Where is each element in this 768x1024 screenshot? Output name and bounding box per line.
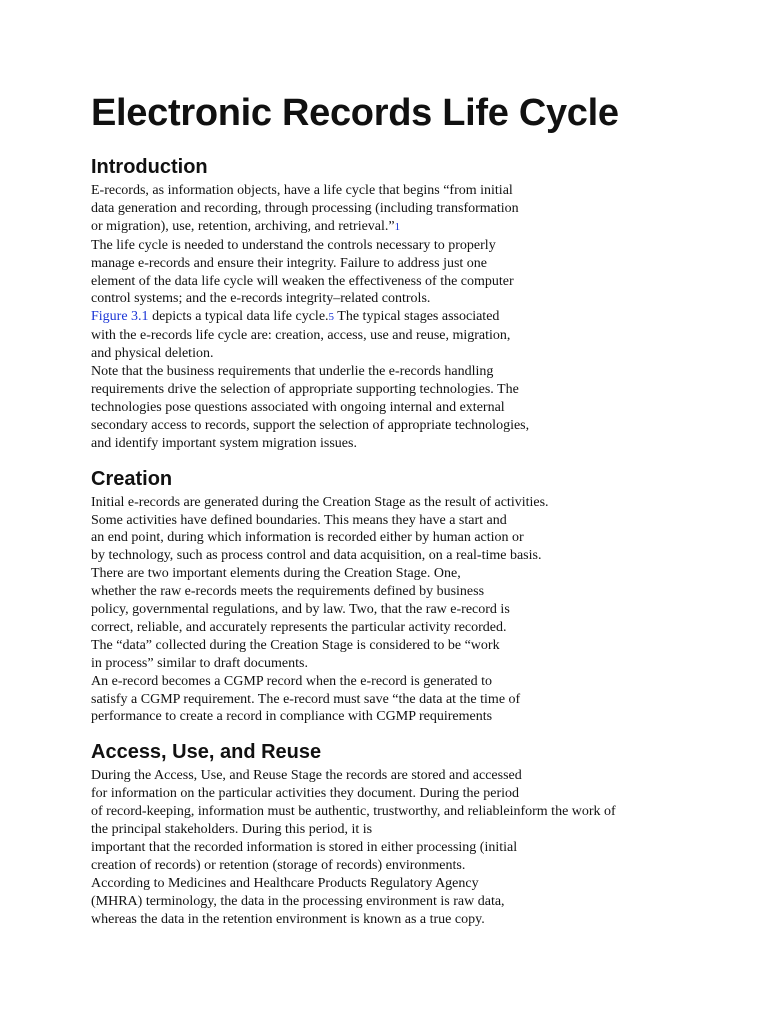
text-line <box>91 435 761 453</box>
line-text: or migration), use, retention, archiving, and retrieval.” <box>91 218 395 234</box>
line-text: E-records, as information objects, have a life cycle that begins “from initial <box>91 183 513 198</box>
text-line <box>91 182 761 200</box>
text-line <box>91 547 761 565</box>
line-text: According to Medicines and Healthcare Products Regulatory Agency <box>91 875 479 891</box>
text-line <box>91 399 761 417</box>
line-text: (MHRA) terminology, the data in the processing environment is raw data, <box>91 893 505 909</box>
line-text: policy, governmental regulations, and by law. Two, that the raw e-record is <box>91 602 510 618</box>
line-text: element of the data life cycle will weaken the effectiveness of the computer <box>91 273 514 289</box>
text-line <box>91 273 761 291</box>
section-access-use-and-reuse <box>91 739 761 928</box>
line-text: creation of records) or retention (storage of records) environments. <box>91 857 466 873</box>
section-introduction <box>91 154 761 453</box>
text-line <box>91 529 761 547</box>
figure-reference-link[interactable]: Figure 3.1 <box>91 309 149 325</box>
document-page <box>91 88 761 929</box>
line-text: depicts a typical data life cycle. <box>148 309 329 325</box>
line-text: data generation and recording, through processing (including transformation <box>91 200 519 216</box>
text-line <box>91 237 761 255</box>
line-text: technologies pose questions associated with ongoing internal and external <box>91 399 505 415</box>
text-line <box>91 381 761 399</box>
document-body <box>91 154 761 929</box>
text-line <box>91 565 761 583</box>
line-text: control systems; and the e-records integrity–related controls. <box>91 291 431 307</box>
line-text: satisfy a CGMP requirement. The e-record must save “the data at the time of <box>91 691 521 707</box>
text-line <box>91 494 761 512</box>
text-line <box>91 691 761 709</box>
text-line <box>91 417 761 435</box>
text-line <box>91 673 761 691</box>
line-text: in process” similar to draft documents. <box>91 655 308 671</box>
section-heading: Access, Use, and Reuse <box>91 741 322 764</box>
text-line <box>91 637 761 655</box>
line-text: performance to create a record in compliance with CGMP requirements <box>91 709 493 725</box>
section-heading: Creation <box>91 467 173 490</box>
text-line <box>91 875 761 893</box>
text-line <box>91 345 761 363</box>
line-text: important that the recorded information is stored in either processing (initial <box>91 840 518 855</box>
line-text: of record-keeping, information must be authentic, trustworthy, and reliableinform the work of <box>91 804 616 820</box>
text-line <box>91 255 761 273</box>
line-text: whereas the data in the retention environment is known as a true copy. <box>91 911 485 927</box>
text-line <box>91 327 761 345</box>
line-text: whether the raw e-records meets the requirements defined by business <box>91 584 485 600</box>
text-line <box>91 839 761 857</box>
section-heading: Introduction <box>91 156 208 178</box>
line-text: Initial e-records are generated during the Creation Stage as the result of activities. <box>91 494 549 510</box>
line-text: The life cycle is needed to understand the controls necessary to properly <box>91 237 496 253</box>
text-line <box>91 363 761 381</box>
footnote-marker-link[interactable]: 5 <box>328 311 335 324</box>
line-text: and physical deletion. <box>91 346 214 362</box>
text-line <box>91 308 761 327</box>
document-title: Electronic Records Life Cycle <box>91 92 619 134</box>
line-text: Some activities have defined boundaries. This means they have a start and <box>91 512 507 528</box>
line-text-continued: The typical stages associated <box>334 309 500 325</box>
text-line <box>91 893 761 911</box>
line-text: There are two important elements during the Creation Stage. One, <box>91 566 461 582</box>
line-text: The “data” collected during the Creation Stage is considered to be “work <box>91 637 500 653</box>
text-line <box>91 655 761 673</box>
text-line <box>91 767 761 785</box>
text-line <box>91 803 761 821</box>
line-text: requirements drive the selection of appropriate supporting technologies. The <box>91 381 519 397</box>
text-line <box>91 290 761 308</box>
section-creation <box>91 466 761 727</box>
line-text: secondary access to records, support the selection of appropriate technologies, <box>91 417 530 433</box>
footnote-marker-link[interactable]: 1 <box>394 220 401 233</box>
line-text: the principal stakeholders. During this period, it is <box>91 822 373 838</box>
text-line <box>91 601 761 619</box>
text-line <box>91 857 761 875</box>
line-text: Note that the business requirements that underlie the e-records handling <box>91 364 494 380</box>
text-line <box>91 218 761 237</box>
line-text: An e-record becomes a CGMP record when the e-record is generated to <box>91 673 493 689</box>
line-text: by technology, such as process control and data acquisition, on a real-time basis. <box>91 548 542 564</box>
text-line <box>91 821 761 839</box>
text-line <box>91 911 761 929</box>
line-text: with the e-records life cycle are: creation, access, use and reuse, migration, <box>91 328 511 344</box>
line-text: manage e-records and ensure their integrity. Failure to address just one <box>91 255 488 271</box>
text-line <box>91 708 761 726</box>
line-text: correct, reliable, and accurately represents the particular activity recorded. <box>91 619 507 635</box>
line-text: During the Access, Use, and Reuse Stage the records are stored and accessed <box>91 768 522 784</box>
text-line <box>91 512 761 530</box>
text-line <box>91 785 761 803</box>
text-line <box>91 619 761 637</box>
text-line <box>91 200 761 218</box>
line-text: for information on the particular activities they document. During the period <box>91 786 520 802</box>
text-line <box>91 583 761 601</box>
line-text: and identify important system migration issues. <box>91 435 357 451</box>
line-text: an end point, during which information is recorded either by human action or <box>91 530 524 546</box>
